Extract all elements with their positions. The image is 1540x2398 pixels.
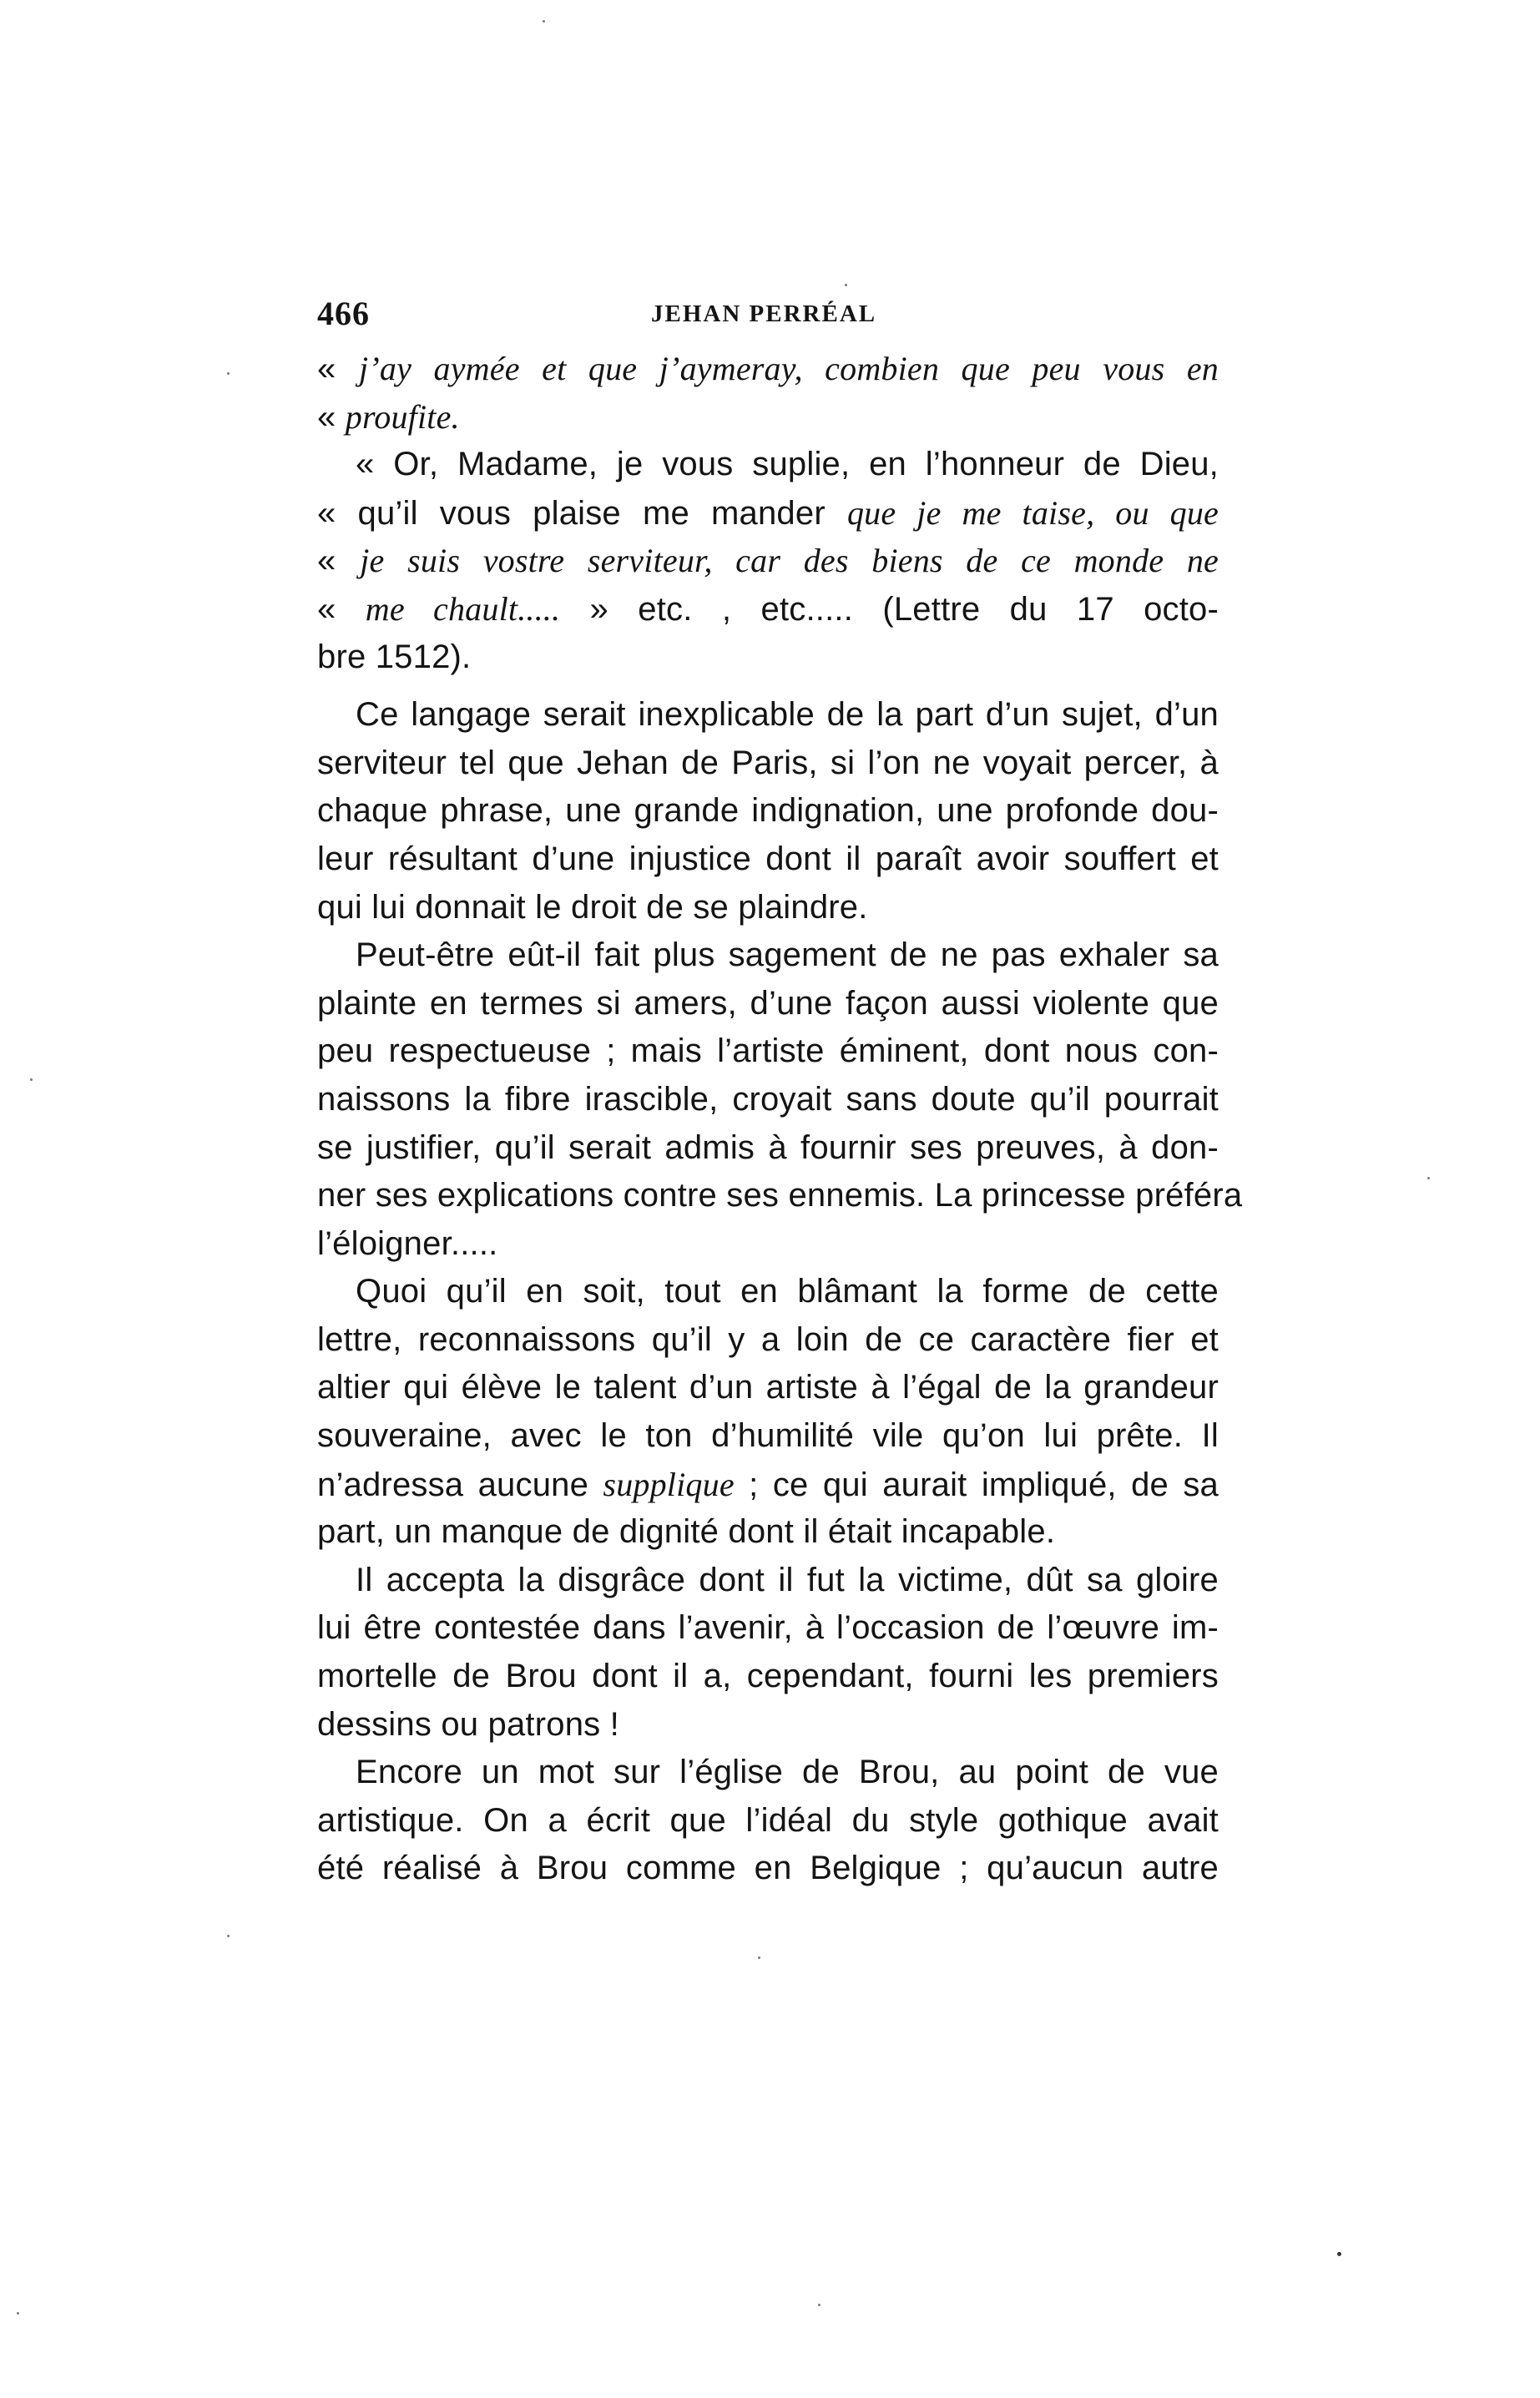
- scan-speck: [30, 1078, 33, 1081]
- text-line: serviteur tel que Jehan de Paris, si l’on ne voyait percer, à: [317, 744, 1219, 781]
- text-line: qui lui donnait le droit de se plaindre.: [317, 888, 868, 926]
- text-line: ner ses explications contre ses ennemis. La princesse préféra: [317, 1177, 1243, 1214]
- text-line: chaque phrase, une grande indignation, une profonde dou-: [317, 792, 1219, 830]
- text-line: « qu’il vous plaise me mander que je me taise, ou que: [317, 493, 1219, 532]
- text-line: l’éloigner.....: [317, 1224, 498, 1262]
- text-line: Quoi qu’il en soit, tout en blâmant la forme de cette: [356, 1273, 1219, 1310]
- text-line: artistique. On a écrit que l’idéal du style gothique avait: [317, 1801, 1219, 1839]
- scan-speck: [818, 2304, 820, 2306]
- text-line: mortelle de Brou dont il a, cependant, fourni les premiers: [317, 1658, 1219, 1695]
- running-head: JEHAN PERRÉAL: [651, 300, 877, 327]
- text-line: lui être contestée dans l’avenir, à l’occasion de l’œuvre im-: [317, 1609, 1219, 1647]
- page-number: 466: [317, 295, 370, 332]
- text-line: lettre, reconnaissons qu’il y a loin de ce caractère fier et: [317, 1320, 1219, 1358]
- scan-speck: [227, 372, 230, 375]
- scan-speck: [543, 20, 545, 23]
- scan-speck: [227, 1935, 230, 1937]
- text-line: Encore un mot sur l’église de Brou, au point de vue: [356, 1754, 1219, 1791]
- scan-speck: [758, 1956, 760, 1959]
- text-line: peu respectueuse ; mais l’artiste éminent, dont nous con-: [317, 1032, 1219, 1070]
- text-line: « j’ay aymée et que j’aymeray, combien que peu vous en: [317, 350, 1219, 387]
- scan-speck: [1427, 1177, 1430, 1179]
- scan-speck: [1337, 2252, 1341, 2256]
- text-line: « je suis vostre serviteur, car des biens de ce monde ne: [317, 542, 1219, 580]
- text-line: naissons la fibre irascible, croyait sans doute qu’il pourrait: [317, 1080, 1219, 1118]
- text-line: Ce langage serait inexplicable de la part d’un sujet, d’un: [356, 696, 1219, 734]
- text-line: « Or, Madame, je vous suplie, en l’honneur de Dieu,: [356, 446, 1219, 483]
- text-line: « me chault..... » etc. , etc..... (Lettre du 17 octo-: [317, 589, 1219, 628]
- text-line: plainte en termes si amers, d’une façon aussi violente que: [317, 984, 1219, 1022]
- text-line: souveraine, avec le ton d’humilité vile qu’on lui prête. Il: [317, 1417, 1219, 1455]
- body-text: [317, 345, 1243, 1893]
- page-header: [317, 294, 1219, 336]
- text-line: « proufite.: [317, 397, 460, 436]
- text-line: bre 1512).: [317, 638, 472, 675]
- text-line: n’adressa aucune supplique ; ce qui aurait impliqué, de sa: [317, 1465, 1219, 1503]
- text-line: part, un manque de dignité dont il était incapable.: [317, 1513, 1056, 1551]
- text-line: Peut-être eût-il fait plus sagement de ne pas exhaler sa: [356, 936, 1219, 974]
- text-line: altier qui élève le talent d’un artiste à l’égal de la grandeur: [317, 1369, 1219, 1406]
- text-line: été réalisé à Brou comme en Belgique ; qu’aucun autre: [317, 1850, 1219, 1887]
- text-line: leur résultant d’une injustice dont il paraît avoir souffert et: [317, 840, 1219, 877]
- text-line: dessins ou patrons !: [317, 1705, 619, 1743]
- text-line: Il accepta la disgrâce dont il fut la victime, dût sa gloire: [356, 1561, 1219, 1598]
- scan-speck: [845, 284, 847, 286]
- scan-speck: [17, 2312, 19, 2315]
- text-line: se justifier, qu’il serait admis à fournir ses preuves, à don-: [317, 1128, 1219, 1166]
